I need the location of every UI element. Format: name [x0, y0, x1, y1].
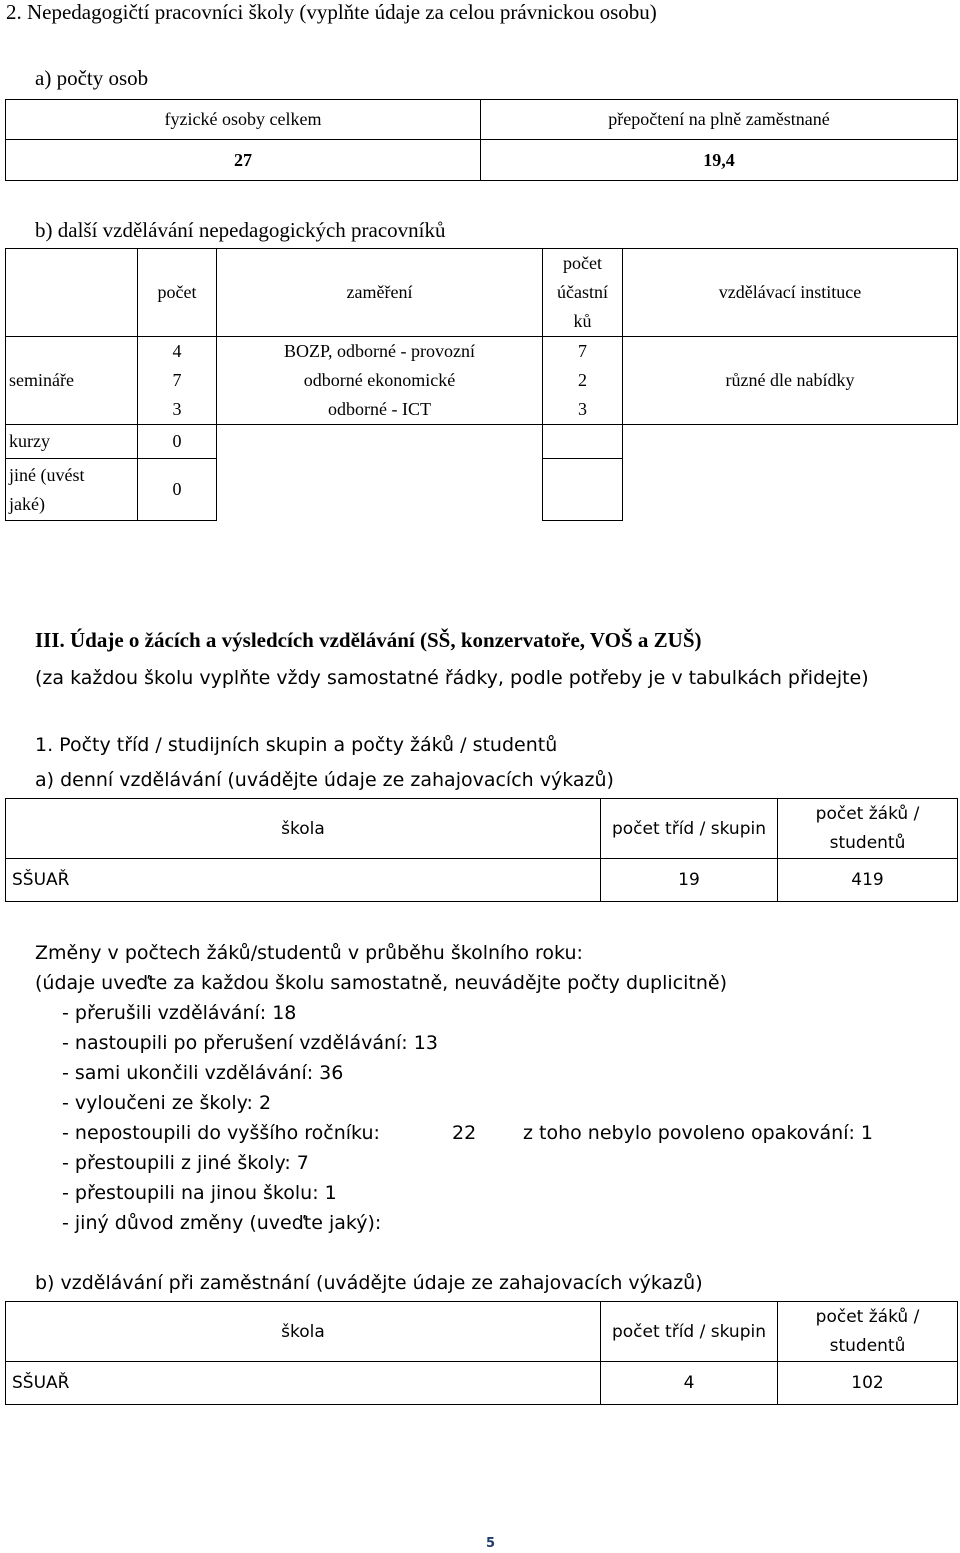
table-row-zaku: 102 — [778, 1362, 958, 1405]
table-row-skola: SŠUAŘ — [6, 859, 601, 902]
opakovani: z toho nebylo povoleno opakování: 1 — [523, 1122, 874, 1144]
header-pocet-ucastniku: počet účastní ků — [543, 249, 623, 337]
header-vzdelavaci-instituce: vzdělávací instituce — [623, 249, 958, 337]
col-prepocteni: přepočtení na plně zaměstnané — [481, 100, 958, 140]
section3-b-label: b) vzdělávání při zaměstnání (uvádějte údaje ze zahajovacích výkazů) — [35, 1272, 703, 1294]
section3-a-label: a) denní vzdělávání (uvádějte údaje ze zahajovacích výkazů) — [35, 769, 614, 791]
section3-item1: 1. Počty tříd / studijních skupin a počty žáků / studentů — [35, 734, 558, 756]
change-vylouceni: - vyloučeni ze školy: 2 — [62, 1092, 272, 1114]
header-pocet-zaku: počet žáků / studentů — [778, 1302, 958, 1362]
section3-subheading: (za každou školu vyplňte vždy samostatné řádky, podle potřeby je v tabulkách přidejte) — [35, 667, 869, 689]
change-prestoupili-na: - přestoupili na jinou školu: 1 — [62, 1182, 337, 1204]
people-count-table — [5, 99, 958, 181]
table-row-trid: 19 — [601, 859, 778, 902]
seminare-zamereni: BOZP, odborné - provozní odborné ekonomické odborné - ICT — [217, 337, 543, 425]
change-ukoncili: - sami ukončili vzdělávání: 36 — [62, 1062, 344, 1084]
header-pocet-zaku: počet žáků / studentů — [778, 799, 958, 859]
row-label-kurzy: kurzy — [6, 425, 138, 459]
change-nastoupili: - nastoupili po přerušení vzdělávání: 13 — [62, 1032, 438, 1054]
change-prestoupili-z: - přestoupili z jiné školy: 7 — [62, 1152, 309, 1174]
header-pocet-trid: počet tříd / skupin — [601, 799, 778, 859]
kurzy-pocet: 0 — [138, 425, 217, 459]
val-fyzicke-osoby: 27 — [6, 140, 481, 181]
table-row-zaku: 419 — [778, 859, 958, 902]
daily-education-table — [5, 798, 958, 902]
page-number: 5 — [486, 1536, 496, 1551]
section2-a-label: a) počty osob — [35, 66, 149, 90]
nepostoupili-value: 22 — [452, 1122, 477, 1144]
changes-note: (údaje uveďte za každou školu samostatně, neuvádějte počty duplicitně) — [35, 972, 727, 994]
changes-title: Změny v počtech žáků/studentů v průběhu školního roku: — [35, 942, 583, 964]
table-row-trid: 4 — [601, 1362, 778, 1405]
val-prepocteni: 19,4 — [481, 140, 958, 181]
header-skola: škola — [6, 1302, 601, 1362]
header-pocet-trid: počet tříd / skupin — [601, 1302, 778, 1362]
change-prerusili: - přerušili vzdělávání: 18 — [62, 1002, 297, 1024]
part-time-education-table — [5, 1301, 958, 1405]
jine-pocet: 0 — [138, 459, 217, 521]
seminare-instituce: různé dle nabídky — [623, 337, 958, 425]
change-jiny-duvod: - jiný důvod změny (uveďte jaký): — [62, 1212, 382, 1234]
seminare-pocty: 4 7 3 — [138, 337, 217, 425]
row-label-seminare: semináře — [6, 337, 138, 425]
changes-block — [35, 938, 874, 1238]
change-nepostoupili: - nepostoupili do vyššího ročníku: 22 z toho nebylo povoleno opakování: 1 — [35, 1118, 727, 1148]
row-label-jine: jiné (uvést jaké) — [6, 459, 138, 521]
training-table — [5, 248, 958, 521]
section3-heading: III. Údaje o žácích a výsledcích vzdělávání (SŠ, konzervatoře, VOŠ a ZUŠ) — [35, 628, 702, 652]
col-fyzicke-osoby: fyzické osoby celkem — [6, 100, 481, 140]
header-zamereni: zaměření — [217, 249, 543, 337]
section2-heading: 2. Nepedagogičtí pracovníci školy (vyplňte údaje za celou právnickou osobu) — [6, 0, 657, 24]
section2-b-label: b) další vzdělávání nepedagogických pracovníků — [35, 218, 446, 242]
table-row-skola: SŠUAŘ — [6, 1362, 601, 1405]
seminare-ucastnici: 7 2 3 — [543, 337, 623, 425]
header-pocet: počet — [138, 249, 217, 337]
header-skola: škola — [6, 799, 601, 859]
